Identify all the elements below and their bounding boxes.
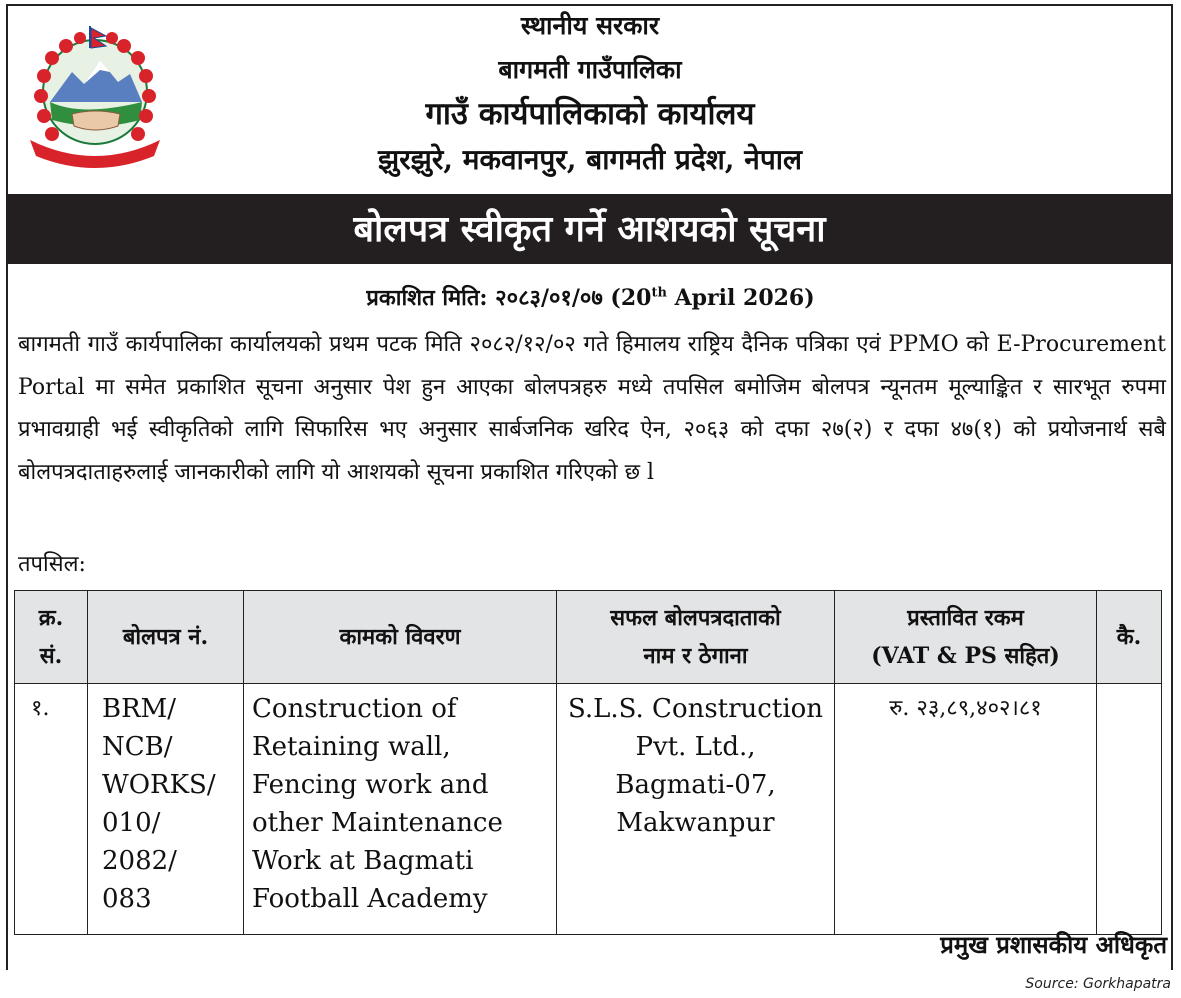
cell-sn: १. (15, 684, 88, 935)
description-line: Construction of (252, 694, 457, 724)
bidder-line: S.L.S. Construction (567, 694, 824, 724)
col-header-bidder-line1: सफल बोलपत्रदाताको (610, 605, 781, 631)
description-line: other Maintenance (252, 808, 503, 838)
cell-description (244, 684, 557, 935)
bidder-line: Makwanpur (616, 808, 775, 838)
col-header-bidder (557, 591, 835, 684)
col-header-sn (15, 591, 88, 684)
header-line-4: झुरझुरे, मकवानपुर, बागमती प्रदेश, नेपाल (378, 143, 802, 176)
bid-no-line: BRM/ (102, 694, 177, 724)
signer-title: प्रमुख प्रशासकीय अधिकृत (940, 930, 1167, 959)
cell-amount: रु. २३,८९,४०२।८१ (835, 684, 1097, 935)
notice-body: बागमती गाउँ कार्यपालिका कार्यालयको प्रथम पटक मिति २०८२/१२/०२ गते हिमालय राष्ट्रिय दैनिक पत्रिका एवं PPMO को E-Procurement Portal मा समेत प्रकाशित सूचना अनुसार पेश हुन आएका बोलपत्रहरु मध्ये तपसिल बमोजिम बोलपत्र न्यूनतम मूल्याङ्कित र सारभूत रुपमा प्रभावग्राही भई स्वीकृतिको लागि सिफारिस भए अनुसार सार्बजनिक खरिद ऐन, २०६३ को दफा २७(२) र दफा ४७(१) को प्रयोजनार्थ सबै बोलपत्रदाताहरुलाई जानकारीको लागि यो आशयको सूचना प्रकाशित गरिएको छ l (18, 332, 1166, 485)
source-credit: Source: Gorkhapatra (1025, 976, 1171, 992)
notice-title: बोलपत्र स्वीकृत गर्ने आशयको सूचना (6, 194, 1173, 264)
col-header-amount-line1: प्रस्तावित रकम (907, 605, 1024, 631)
col-header-sn-line1: क्र. (38, 605, 64, 631)
bid-no-line: WORKS/ (102, 770, 216, 800)
cell-bidder (557, 684, 835, 935)
nepal-emblem-icon (22, 22, 168, 170)
header-line-2: बागमती गाउँपालिका (498, 55, 682, 84)
table-header-row (15, 591, 1162, 684)
award-table (14, 590, 1162, 935)
col-header-remarks: कै. (1097, 591, 1162, 684)
tapasil-label: तपसिल: (18, 552, 86, 577)
description-line: Fencing work and (252, 770, 489, 800)
col-header-amount-line2: (VAT & PS सहित) (871, 643, 1060, 669)
col-header-description: कामको विवरण (244, 591, 557, 684)
bidder-line: Bagmati-07, (615, 770, 776, 800)
published-date-suffix: April 2026) (666, 285, 815, 311)
col-header-sn-line2: सं. (39, 643, 63, 669)
description-line: Work at Bagmati (252, 846, 474, 876)
col-header-amount (835, 591, 1097, 684)
col-header-bidder-line2: नाम र ठेगाना (643, 643, 748, 669)
published-date-superscript: th (651, 285, 667, 301)
bidder-line: Pvt. Ltd., (635, 732, 756, 762)
description-line: Football Academy (252, 884, 488, 914)
header-line-3: गाउँ कार्यपालिकाको कार्यालय (425, 96, 755, 132)
published-date (0, 282, 1181, 312)
bid-no-line: 083 (102, 884, 152, 914)
description-line: Retaining wall, (252, 732, 451, 762)
cell-bid-no (88, 684, 244, 935)
cell-remarks (1097, 684, 1162, 935)
col-header-bid-no: बोलपत्र नं. (88, 591, 244, 684)
header-line-1: स्थानीय सरकार (520, 11, 660, 40)
table-row (15, 684, 1162, 935)
bid-no-line: 010/ 2082/ (102, 808, 177, 876)
bid-no-line: NCB/ (102, 732, 173, 762)
published-date-prefix: प्रकाशित मिति: २०८३/०१/०७ (20 (366, 285, 652, 311)
